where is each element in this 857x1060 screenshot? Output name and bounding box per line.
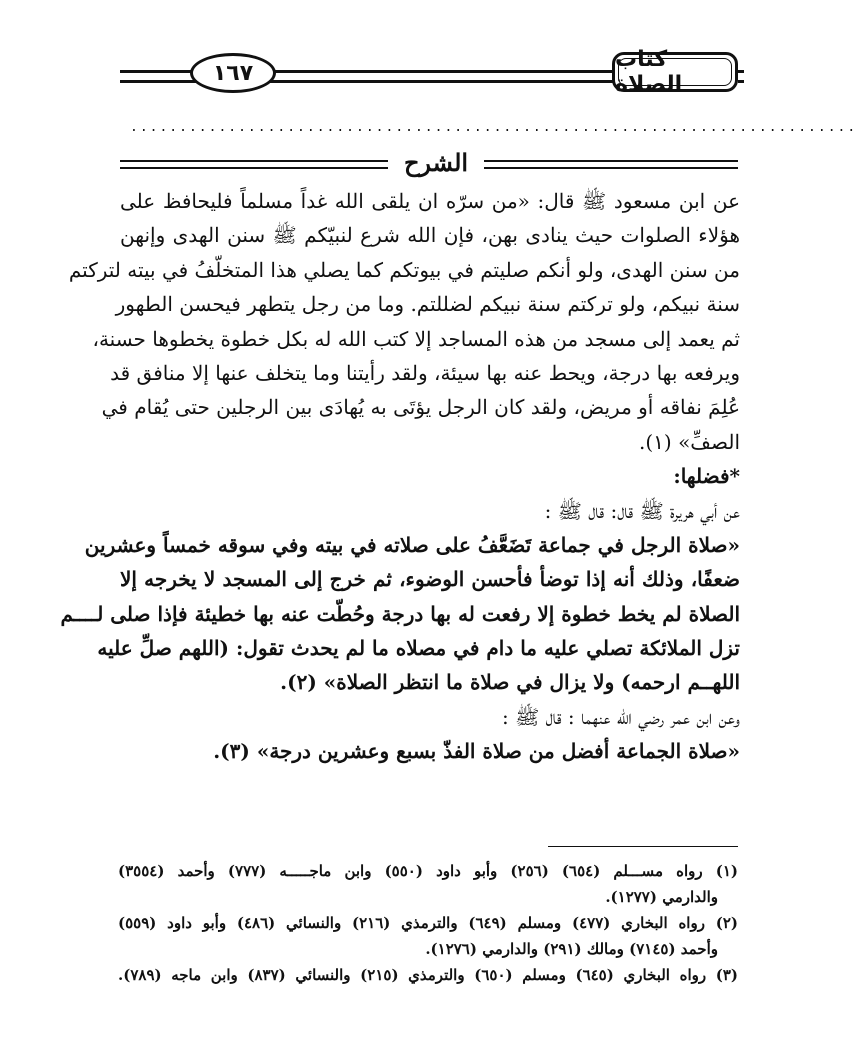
hadith-line: الصلاة لم يخط خطوة إلا رفعت له بها درجة وحُطّت عنه بها خطيئة فإذا صلى لــــم xyxy=(60,601,740,626)
text-line: عُلِمَ نفاقه أو مريض، ولقد كان الرجل يؤتَى به يُهادَى بين الرجلين حتى يُقام في xyxy=(101,395,740,420)
text-line: ويرفعه بها درجة، ويحط عنه بها سيئة، ولقد رأيتنا وما يتخلف عنها إلا منافق قد xyxy=(110,360,740,385)
hadith-line: اللهــم ارحمه) ولا يزال في صلاة ما انتظر الصلاة» (٢). xyxy=(280,670,740,695)
text-line: هؤلاء الصلوات حيث ينادى بهن، فإن الله شرع لنبيّكم ﷺ سنن الهدى وإنهن xyxy=(120,223,740,248)
section-title: الشرح xyxy=(403,148,469,177)
hadith-line: تزل الملائكة تصلي عليه ما دام في مصلاه ما لم يحدث تقول: (اللهم صلِّ عليه xyxy=(97,636,740,661)
text-line: الصفِّ» (١). xyxy=(638,429,740,454)
footnote-line: (٣) رواه البخاري (٦٤٥) ومسلم (٦٥٠) والترمذي (٢١٥) والنسائي (٨٣٧) وابن ماجه (٧٨٩). xyxy=(118,966,738,984)
text-line: ثم يعمد إلى مسجد من هذه المساجد إلا كتب الله له بكل خطوة يخطوها حسنة، xyxy=(92,326,740,351)
text-line: من سنن الهدى، ولو أنكم صليتم في بيوتكم كما يصلي هذا المتخلّفُ في بيته لتركتم xyxy=(68,257,740,282)
section-heading xyxy=(120,148,738,184)
heading-rule-left-top xyxy=(120,160,388,162)
footnotes xyxy=(118,858,738,988)
subheading-virtues: *فضلها: xyxy=(673,464,740,489)
text-line: سنة نبيكم، ولو تركتم سنة نبيكم لضللتم. وما من رجل يتطهر فيحسن الطهور xyxy=(115,292,740,317)
header-rule-right-2 xyxy=(738,80,744,83)
text-line: وعن ابن عمر رضي الله عنهما : قال ﷺ : xyxy=(502,704,740,729)
dotted-separator: .......................................................................... xyxy=(130,120,857,135)
hadith-line: ضعفًا، وذلك أنه إذا توضأ فأحسن الوضوء، ثم خرج إلى المسجد لا يخرجه إلا xyxy=(120,567,740,592)
header-rule-right xyxy=(738,70,744,73)
footnote-line: (١) رواه مســـلم (٦٥٤) (٢٥٦) وأبو داود (٥٥٠) وابن ماجـــــه (٧٧٧) وأحمد (٣٥٥٤) xyxy=(118,862,739,880)
page-number: ١٦٧ xyxy=(190,53,276,93)
heading-rule-left-bottom xyxy=(120,167,388,169)
footnote-line: (٢) رواه البخاري (٤٧٧) ومسلم (٦٤٩) والترمذي (٢١٦) والنسائي (٤٨٦) وأبو داود (٥٥٩) xyxy=(118,914,739,932)
main-text xyxy=(60,184,740,769)
text-line: عن أبي هريرة ﷺ قال: قال ﷺ : xyxy=(544,498,740,523)
hadith-line: «صلاة الجماعة أفضل من صلاة الفذّ بسبع وعشرين درجة» (٣). xyxy=(213,739,740,764)
heading-rule-right-bottom xyxy=(484,167,738,169)
text-line: عن ابن مسعود ﷺ قال: «من سرّه ان يلقى الله غداً مسلماً فليحافظ على xyxy=(120,189,740,213)
footnote-line: وأحمد (٧١٤٥) ومالك (٢٩١) والدارمي (١٢٧٦). xyxy=(425,940,718,958)
page-header xyxy=(0,0,830,110)
footnote-rule xyxy=(548,846,738,847)
heading-rule-right-top xyxy=(484,160,738,162)
hadith-line: «صلاة الرجل في جماعة تَضَعَّفُ على صلاته في بيته وفي سوقه خمساً وعشرين xyxy=(84,532,740,557)
chapter-title: كتاب الصلاة xyxy=(612,52,738,92)
footnote-line: والدارمي (١٢٧٧). xyxy=(605,888,718,906)
